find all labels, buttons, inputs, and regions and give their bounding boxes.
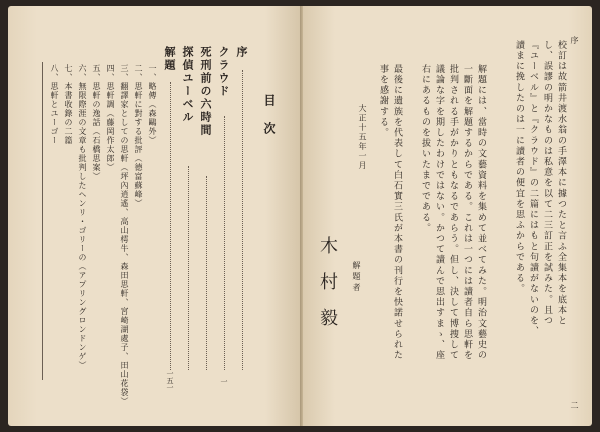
running-head: 序 xyxy=(570,36,579,46)
toc-item-kaidai: 解題 xyxy=(163,46,176,72)
toc-leader xyxy=(224,116,225,370)
page-number: 二 xyxy=(570,401,579,411)
toc-page-kaidai: 一五一 xyxy=(166,370,174,391)
toc-item-detective-huber: 探偵ユーベル xyxy=(181,46,194,124)
signature-role: 解題者 xyxy=(352,261,361,294)
toc-leader xyxy=(170,82,171,370)
toc-item-preface: 序 xyxy=(235,46,248,59)
open-book xyxy=(8,6,592,426)
toc-title: 目次 xyxy=(262,94,276,150)
toc-sub-item: 八、思軒とユーゴー xyxy=(50,64,59,145)
toc-leader xyxy=(188,166,189,370)
toc-sub-item: 一、略傳（森鷗外） xyxy=(148,64,157,145)
toc-sub-item: 二、思軒に對する批評（德富蘇峰） xyxy=(134,64,143,208)
preface-paragraph-1: 校訂は故箭井渡水翁の手澤本に據つたと言ふ全集本を底本とし、誤謬の明かなものは私意を以て二三訂正を試みた。且つ『ユーベル』と『クラウド』の二篇にはもと句讀がないのを、讀まに挽したのは一に讀者の便宜を思ふからである。 xyxy=(514,40,566,337)
toc-leader xyxy=(206,176,207,370)
preface-paragraph-3: 最後に遺族を代表して白石實三氏が本書の刊行を快諾せられた事を感謝する。 xyxy=(378,64,402,361)
toc-leader xyxy=(242,70,243,370)
toc-sub-item: 三、翻譯家としての思軒（坪內逍遙、高山樗牛、森田思軒、宮崎湖處子、田山花袋） xyxy=(120,64,129,406)
toc-bottom-rule xyxy=(42,62,43,380)
preface-paragraph-2: 解題には、當時の文藝資料を集めて並べてみた。明治文藝史の一斷面を解題するからである。これは一つには讀者自ら思軒を批判される手がかりともなるであらう。但し、決して博捜して議論な字を期したわけではない。かつて讀んで思出すまゝ、座右にあるものを拔いたまでである。 xyxy=(420,64,486,361)
right-page xyxy=(300,6,592,426)
toc-sub-item: 五、思軒の逸話（石橋思案） xyxy=(92,64,101,181)
preface-date: 大正十五年一月 xyxy=(358,104,367,171)
toc-item-cloud: クラウド xyxy=(217,46,230,98)
toc-page-cloud: 一 xyxy=(220,378,228,385)
signature-name: 木村毅 xyxy=(317,236,338,344)
toc-sub-item: 七、本書收錄の二篇 xyxy=(64,64,73,145)
left-page xyxy=(8,6,300,426)
toc-sub-item: 六、無限際涯の文章も批判したヘンリ・ゴリーの（アプリングロンドンゲ） xyxy=(78,64,87,370)
toc-item-six-hours: 死刑前の六時間 xyxy=(199,46,212,137)
toc-sub-item: 四、思軒調（藤岡作太郎） xyxy=(106,64,115,172)
